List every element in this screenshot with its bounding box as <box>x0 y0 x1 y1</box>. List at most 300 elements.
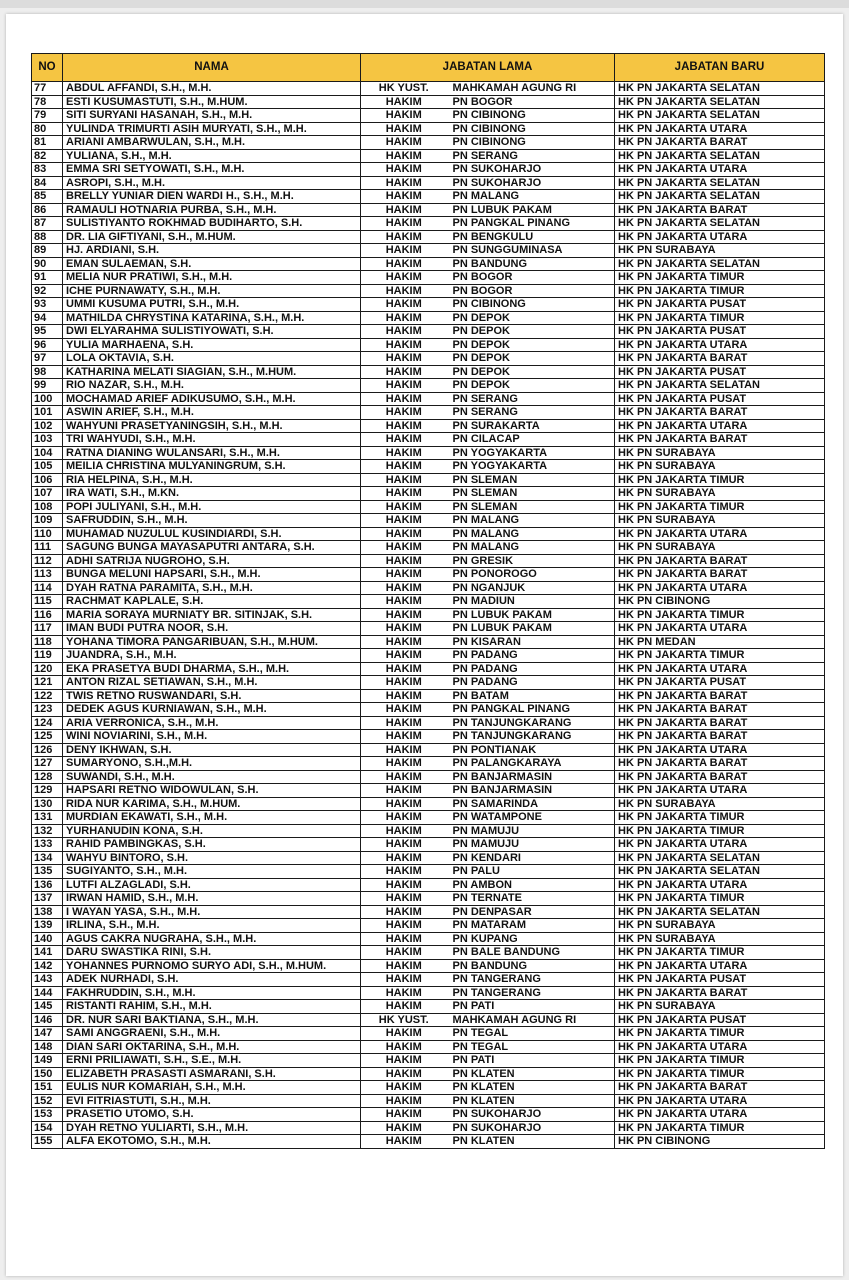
row-old-position: HAKIM <box>361 473 447 487</box>
row-old-court: PN DEPOK <box>447 311 615 325</box>
row-name: SITI SURYANI HASANAH, S.H., M.H. <box>63 109 361 123</box>
table-row <box>32 487 825 501</box>
row-name: RIDA NUR KARIMA, S.H., M.HUM. <box>63 797 361 811</box>
row-name: PRASETIO UTOMO, S.H. <box>63 1108 361 1122</box>
row-old-position: HAKIM <box>361 1121 447 1135</box>
row-old-court: PN BENGKULU <box>447 230 615 244</box>
row-name: DYAH RETNO YULIARTI, S.H., M.H. <box>63 1121 361 1135</box>
row-old-position: HAKIM <box>361 109 447 123</box>
row-name: TWIS RETNO RUSWANDARI, S.H. <box>63 689 361 703</box>
row-old-court: MAHKAMAH AGUNG RI <box>447 1013 615 1027</box>
table-row <box>32 568 825 582</box>
row-old-position: HAKIM <box>361 797 447 811</box>
row-name: RAHID PAMBINGKAS, S.H. <box>63 838 361 852</box>
row-name: ERNI PRILIAWATI, S.H., S.E., M.H. <box>63 1054 361 1068</box>
row-number: 93 <box>32 298 63 312</box>
row-old-court: PN GRESIK <box>447 554 615 568</box>
table-row <box>32 1094 825 1108</box>
row-old-court: PN BOGOR <box>447 95 615 109</box>
row-new-position: HK PN JAKARTA SELATAN <box>615 217 825 231</box>
row-old-position: HAKIM <box>361 595 447 609</box>
header-jabatan-baru: JABATAN BARU <box>615 54 825 82</box>
row-old-court: PN SURAKARTA <box>447 419 615 433</box>
row-old-position: HAKIM <box>361 311 447 325</box>
row-old-court: PN CIBINONG <box>447 109 615 123</box>
row-number: 85 <box>32 190 63 204</box>
table-row <box>32 392 825 406</box>
row-number: 142 <box>32 959 63 973</box>
table-row <box>32 257 825 271</box>
row-new-position: HK PN JAKARTA SELATAN <box>615 379 825 393</box>
row-new-position: HK PN SURABAYA <box>615 797 825 811</box>
row-old-court: PN TANGERANG <box>447 973 615 987</box>
row-old-court: PN BANJARMASIN <box>447 770 615 784</box>
row-old-position: HAKIM <box>361 919 447 933</box>
row-old-court: PN PANGKAL PINANG <box>447 703 615 717</box>
row-number: 111 <box>32 541 63 555</box>
table-row <box>32 514 825 528</box>
table-row <box>32 622 825 636</box>
row-new-position: HK PN JAKARTA UTARA <box>615 230 825 244</box>
row-name: EVI FITRIASTUTI, S.H., M.H. <box>63 1094 361 1108</box>
row-old-court: PN MALANG <box>447 527 615 541</box>
row-number: 117 <box>32 622 63 636</box>
row-number: 155 <box>32 1135 63 1149</box>
row-new-position: HK PN JAKARTA BARAT <box>615 730 825 744</box>
row-old-court: PN CIBINONG <box>447 136 615 150</box>
row-number: 92 <box>32 284 63 298</box>
row-old-court: PN YOGYAKARTA <box>447 446 615 460</box>
row-old-court: PN DEPOK <box>447 379 615 393</box>
table-row <box>32 716 825 730</box>
row-name: DIAN SARI OKTARINA, S.H., M.H. <box>63 1040 361 1054</box>
row-number: 145 <box>32 1000 63 1014</box>
row-new-position: HK PN SURABAYA <box>615 919 825 933</box>
row-new-position: HK PN JAKARTA SELATAN <box>615 149 825 163</box>
row-number: 132 <box>32 824 63 838</box>
row-name: RAMAULI HOTNARIA PURBA, S.H., M.H. <box>63 203 361 217</box>
row-name: IMAN BUDI PUTRA NOOR, S.H. <box>63 622 361 636</box>
row-old-court: PN MAMUJU <box>447 824 615 838</box>
row-new-position: HK PN JAKARTA TIMUR <box>615 649 825 663</box>
row-new-position: HK PN JAKARTA UTARA <box>615 527 825 541</box>
row-new-position: HK PN JAKARTA UTARA <box>615 878 825 892</box>
row-name: RISTANTI RAHIM, S.H., M.H. <box>63 1000 361 1014</box>
table-row <box>32 986 825 1000</box>
row-name: ASROPI, S.H., M.H. <box>63 176 361 190</box>
table-row <box>32 1067 825 1081</box>
row-name: ARIA VERRONICA, S.H., M.H. <box>63 716 361 730</box>
row-new-position: HK PN JAKARTA PUSAT <box>615 365 825 379</box>
row-old-court: PN KLATEN <box>447 1081 615 1095</box>
row-old-position: HAKIM <box>361 757 447 771</box>
row-name: RIO NAZAR, S.H., M.H. <box>63 379 361 393</box>
row-name: LOLA OKTAVIA, S.H. <box>63 352 361 366</box>
row-new-position: HK PN JAKARTA BARAT <box>615 689 825 703</box>
row-old-position: HAKIM <box>361 784 447 798</box>
table-row <box>32 865 825 879</box>
row-name: BUNGA MELUNI HAPSARI, S.H., M.H. <box>63 568 361 582</box>
row-number: 148 <box>32 1040 63 1054</box>
row-name: RACHMAT KAPLALE, S.H. <box>63 595 361 609</box>
table-header-row <box>32 54 825 82</box>
row-old-court: PN SUKOHARJO <box>447 163 615 177</box>
row-old-court: PN MADIUN <box>447 595 615 609</box>
table-row <box>32 352 825 366</box>
row-name: DENY IKHWAN, S.H. <box>63 743 361 757</box>
row-new-position: HK PN SURABAYA <box>615 460 825 474</box>
row-number: 81 <box>32 136 63 150</box>
row-name: HJ. ARDIANI, S.H. <box>63 244 361 258</box>
row-old-position: HAKIM <box>361 1054 447 1068</box>
table-row <box>32 163 825 177</box>
row-number: 115 <box>32 595 63 609</box>
row-number: 118 <box>32 635 63 649</box>
row-name: YULIA MARHAENA, S.H. <box>63 338 361 352</box>
row-old-position: HAKIM <box>361 662 447 676</box>
table-row <box>32 298 825 312</box>
row-old-court: PN PATI <box>447 1054 615 1068</box>
row-name: YULIANA, S.H., M.H. <box>63 149 361 163</box>
row-new-position: HK PN JAKARTA TIMUR <box>615 284 825 298</box>
table-row <box>32 784 825 798</box>
row-old-position: HAKIM <box>361 95 447 109</box>
row-name: DR. NUR SARI BAKTIANA, S.H., M.H. <box>63 1013 361 1027</box>
row-new-position: HK PN JAKARTA UTARA <box>615 622 825 636</box>
row-number: 89 <box>32 244 63 258</box>
row-number: 95 <box>32 325 63 339</box>
row-name: MUHAMAD NUZULUL KUSINDIARDI, S.H. <box>63 527 361 541</box>
row-old-court: PN KUPANG <box>447 932 615 946</box>
row-old-position: HAKIM <box>361 541 447 555</box>
row-new-position: HK PN JAKARTA BARAT <box>615 136 825 150</box>
row-name: AGUS CAKRA NUGRAHA, S.H., M.H. <box>63 932 361 946</box>
row-number: 96 <box>32 338 63 352</box>
row-new-position: HK PN JAKARTA SELATAN <box>615 95 825 109</box>
row-name: MEILIA CHRISTINA MULYANINGRUM, S.H. <box>63 460 361 474</box>
row-new-position: HK PN JAKARTA UTARA <box>615 122 825 136</box>
row-old-court: PN DENPASAR <box>447 905 615 919</box>
row-number: 121 <box>32 676 63 690</box>
row-number: 98 <box>32 365 63 379</box>
row-new-position: HK PN JAKARTA BARAT <box>615 568 825 582</box>
row-old-court: PN KLATEN <box>447 1067 615 1081</box>
row-number: 101 <box>32 406 63 420</box>
row-name: ANTON RIZAL SETIAWAN, S.H., M.H. <box>63 676 361 690</box>
row-number: 87 <box>32 217 63 231</box>
table-row <box>32 595 825 609</box>
table-row <box>32 878 825 892</box>
row-name: IRA WATI, S.H., M.KN. <box>63 487 361 501</box>
row-name: FAKHRUDDIN, S.H., M.H. <box>63 986 361 1000</box>
row-old-court: PN TERNATE <box>447 892 615 906</box>
table-row <box>32 365 825 379</box>
row-old-court: PN CILACAP <box>447 433 615 447</box>
row-old-court: PN PONTIANAK <box>447 743 615 757</box>
row-new-position: HK PN JAKARTA PUSAT <box>615 298 825 312</box>
row-name: SAGUNG BUNGA MAYASAPUTRI ANTARA, S.H. <box>63 541 361 555</box>
header-no: NO <box>32 54 63 82</box>
row-old-court: PN SUKOHARJO <box>447 1121 615 1135</box>
table-row <box>32 136 825 150</box>
table-row <box>32 959 825 973</box>
row-new-position: HK PN JAKARTA BARAT <box>615 716 825 730</box>
row-old-court: PN KENDARI <box>447 851 615 865</box>
row-name: ESTI KUSUMASTUTI, S.H., M.HUM. <box>63 95 361 109</box>
row-old-position: HAKIM <box>361 824 447 838</box>
row-number: 146 <box>32 1013 63 1027</box>
row-name: MATHILDA CHRYSTINA KATARINA, S.H., M.H. <box>63 311 361 325</box>
row-new-position: HK PN JAKARTA TIMUR <box>615 1067 825 1081</box>
row-number: 90 <box>32 257 63 271</box>
row-new-position: HK PN SURABAYA <box>615 487 825 501</box>
row-old-court: PN SLEMAN <box>447 487 615 501</box>
row-name: DYAH RATNA PARAMITA, S.H., M.H. <box>63 581 361 595</box>
row-old-position: HAKIM <box>361 905 447 919</box>
row-new-position: HK PN JAKARTA TIMUR <box>615 892 825 906</box>
row-name: ABDUL AFFANDI, S.H., M.H. <box>63 82 361 96</box>
row-old-court: PN KLATEN <box>447 1094 615 1108</box>
row-new-position: HK PN MEDAN <box>615 635 825 649</box>
row-old-court: PN TANGERANG <box>447 986 615 1000</box>
row-old-position: HAKIM <box>361 932 447 946</box>
row-new-position: HK PN JAKARTA UTARA <box>615 338 825 352</box>
row-old-court: PN MAMUJU <box>447 838 615 852</box>
row-new-position: HK PN JAKARTA PUSAT <box>615 973 825 987</box>
row-old-position: HAKIM <box>361 1094 447 1108</box>
table-row <box>32 1027 825 1041</box>
table-row <box>32 203 825 217</box>
row-number: 108 <box>32 500 63 514</box>
row-number: 104 <box>32 446 63 460</box>
row-old-position: HAKIM <box>361 257 447 271</box>
row-name: ASWIN ARIEF, S.H., M.H. <box>63 406 361 420</box>
row-old-court: PN CIBINONG <box>447 122 615 136</box>
row-old-court: PN PADANG <box>447 649 615 663</box>
row-old-position: HAKIM <box>361 1000 447 1014</box>
row-number: 130 <box>32 797 63 811</box>
table-row <box>32 838 825 852</box>
row-number: 151 <box>32 1081 63 1095</box>
row-number: 123 <box>32 703 63 717</box>
table-row <box>32 311 825 325</box>
row-name: YOHANNES PURNOMO SURYO ADI, S.H., M.HUM. <box>63 959 361 973</box>
row-new-position: HK PN JAKARTA UTARA <box>615 1040 825 1054</box>
row-old-court: PN MATARAM <box>447 919 615 933</box>
row-number: 102 <box>32 419 63 433</box>
row-number: 154 <box>32 1121 63 1135</box>
table-row <box>32 730 825 744</box>
row-old-court: PN YOGYAKARTA <box>447 460 615 474</box>
row-name: EKA PRASETYA BUDI DHARMA, S.H., M.H. <box>63 662 361 676</box>
row-new-position: HK PN JAKARTA PUSAT <box>615 392 825 406</box>
row-new-position: HK PN JAKARTA SELATAN <box>615 190 825 204</box>
table-row <box>32 824 825 838</box>
row-old-court: PN SLEMAN <box>447 500 615 514</box>
table-row <box>32 905 825 919</box>
row-old-position: HAKIM <box>361 163 447 177</box>
row-new-position: HK PN CIBINONG <box>615 1135 825 1149</box>
row-name: DARU SWASTIKA RINI, S.H. <box>63 946 361 960</box>
row-new-position: HK PN CIBINONG <box>615 595 825 609</box>
table-row <box>32 1081 825 1095</box>
row-number: 153 <box>32 1108 63 1122</box>
table-row <box>32 122 825 136</box>
row-name: SAFRUDDIN, S.H., M.H. <box>63 514 361 528</box>
row-new-position: HK PN JAKARTA SELATAN <box>615 865 825 879</box>
row-old-position: HK YUST. <box>361 1013 447 1027</box>
row-old-position: HAKIM <box>361 649 447 663</box>
row-name: SAMI ANGGRAENI, S.H., M.H. <box>63 1027 361 1041</box>
row-old-court: PN SERANG <box>447 149 615 163</box>
table-row <box>32 1121 825 1135</box>
row-number: 114 <box>32 581 63 595</box>
row-new-position: HK PN JAKARTA BARAT <box>615 986 825 1000</box>
row-name: MOCHAMAD ARIEF ADIKUSUMO, S.H., M.H. <box>63 392 361 406</box>
table-row <box>32 473 825 487</box>
row-old-position: HAKIM <box>361 419 447 433</box>
row-old-position: HAKIM <box>361 622 447 636</box>
row-name: RIA HELPINA, S.H., M.H. <box>63 473 361 487</box>
row-old-position: HAKIM <box>361 770 447 784</box>
row-old-position: HAKIM <box>361 581 447 595</box>
row-old-position: HAKIM <box>361 635 447 649</box>
table-row <box>32 230 825 244</box>
table-row <box>32 460 825 474</box>
row-number: 133 <box>32 838 63 852</box>
row-old-position: HAKIM <box>361 298 447 312</box>
row-old-court: PN PATI <box>447 1000 615 1014</box>
mutation-table <box>31 53 825 1149</box>
row-new-position: HK PN JAKARTA TIMUR <box>615 473 825 487</box>
table-row <box>32 95 825 109</box>
row-old-position: HAKIM <box>361 1108 447 1122</box>
row-number: 139 <box>32 919 63 933</box>
row-name: ICHE PURNAWATY, S.H., M.H. <box>63 284 361 298</box>
row-number: 100 <box>32 392 63 406</box>
row-number: 86 <box>32 203 63 217</box>
row-name: SULISTIYANTO ROKHMAD BUDIHARTO, S.H. <box>63 217 361 231</box>
table-row <box>32 433 825 447</box>
header-nama: NAMA <box>63 54 361 82</box>
row-number: 143 <box>32 973 63 987</box>
row-number: 144 <box>32 986 63 1000</box>
table-row <box>32 797 825 811</box>
row-new-position: HK PN JAKARTA TIMUR <box>615 1054 825 1068</box>
table-row <box>32 190 825 204</box>
row-number: 126 <box>32 743 63 757</box>
row-number: 84 <box>32 176 63 190</box>
table-row <box>32 919 825 933</box>
row-number: 83 <box>32 163 63 177</box>
row-name: I WAYAN YASA, S.H., M.H. <box>63 905 361 919</box>
table-row <box>32 284 825 298</box>
row-number: 107 <box>32 487 63 501</box>
row-number: 94 <box>32 311 63 325</box>
table-row <box>32 419 825 433</box>
row-old-position: HAKIM <box>361 568 447 582</box>
row-old-position: HAKIM <box>361 325 447 339</box>
row-old-position: HAKIM <box>361 878 447 892</box>
table-row <box>32 662 825 676</box>
row-old-position: HAKIM <box>361 1081 447 1095</box>
row-old-court: PN MALANG <box>447 541 615 555</box>
row-old-position: HAKIM <box>361 865 447 879</box>
row-new-position: HK PN JAKARTA SELATAN <box>615 851 825 865</box>
row-new-position: HK PN SURABAYA <box>615 541 825 555</box>
row-old-position: HAKIM <box>361 527 447 541</box>
table-row <box>32 446 825 460</box>
row-old-position: HAKIM <box>361 149 447 163</box>
row-new-position: HK PN JAKARTA BARAT <box>615 703 825 717</box>
table-row <box>32 892 825 906</box>
table-row <box>32 1040 825 1054</box>
row-old-position: HAKIM <box>361 284 447 298</box>
document-page <box>6 14 843 1276</box>
row-old-position: HAKIM <box>361 190 447 204</box>
row-name: HAPSARI RETNO WIDOWULAN, S.H. <box>63 784 361 798</box>
top-bar <box>0 0 849 8</box>
row-new-position: HK PN SURABAYA <box>615 244 825 258</box>
row-name: JUANDRA, S.H., M.H. <box>63 649 361 663</box>
row-name: DEDEK AGUS KURNIAWAN, S.H., M.H. <box>63 703 361 717</box>
row-old-position: HAKIM <box>361 689 447 703</box>
row-old-court: PN MALANG <box>447 514 615 528</box>
row-name: TRI WAHYUDI, S.H., M.H. <box>63 433 361 447</box>
row-old-court: PN MALANG <box>447 190 615 204</box>
row-new-position: HK PN JAKARTA UTARA <box>615 743 825 757</box>
row-new-position: HK PN JAKARTA BARAT <box>615 203 825 217</box>
row-new-position: HK PN JAKARTA TIMUR <box>615 946 825 960</box>
row-old-court: PN BANDUNG <box>447 257 615 271</box>
row-old-court: PN DEPOK <box>447 352 615 366</box>
table-row <box>32 338 825 352</box>
row-old-position: HAKIM <box>361 460 447 474</box>
table-row <box>32 689 825 703</box>
row-old-position: HAKIM <box>361 743 447 757</box>
row-old-court: PN PONOROGO <box>447 568 615 582</box>
row-name: WAHYU BINTORO, S.H. <box>63 851 361 865</box>
row-number: 125 <box>32 730 63 744</box>
row-number: 82 <box>32 149 63 163</box>
row-old-position: HAKIM <box>361 338 447 352</box>
row-old-position: HK YUST. <box>361 82 447 96</box>
row-number: 97 <box>32 352 63 366</box>
table-row <box>32 325 825 339</box>
row-old-court: PN DEPOK <box>447 338 615 352</box>
row-number: 77 <box>32 82 63 96</box>
row-number: 106 <box>32 473 63 487</box>
row-new-position: HK PN JAKARTA UTARA <box>615 163 825 177</box>
table-row <box>32 1013 825 1027</box>
row-old-court: PN BALE BANDUNG <box>447 946 615 960</box>
row-new-position: HK PN JAKARTA SELATAN <box>615 257 825 271</box>
row-number: 131 <box>32 811 63 825</box>
row-old-position: HAKIM <box>361 244 447 258</box>
row-new-position: HK PN JAKARTA BARAT <box>615 352 825 366</box>
row-old-court: PN TEGAL <box>447 1040 615 1054</box>
row-old-position: HAKIM <box>361 500 447 514</box>
row-new-position: HK PN JAKARTA BARAT <box>615 406 825 420</box>
row-old-court: PN DEPOK <box>447 365 615 379</box>
row-old-court: PN TANJUNGKARANG <box>447 716 615 730</box>
row-old-position: HAKIM <box>361 271 447 285</box>
row-new-position: HK PN JAKARTA BARAT <box>615 1081 825 1095</box>
row-new-position: HK PN JAKARTA UTARA <box>615 419 825 433</box>
row-number: 110 <box>32 527 63 541</box>
row-old-position: HAKIM <box>361 1135 447 1149</box>
row-old-court: PN LUBUK PAKAM <box>447 608 615 622</box>
